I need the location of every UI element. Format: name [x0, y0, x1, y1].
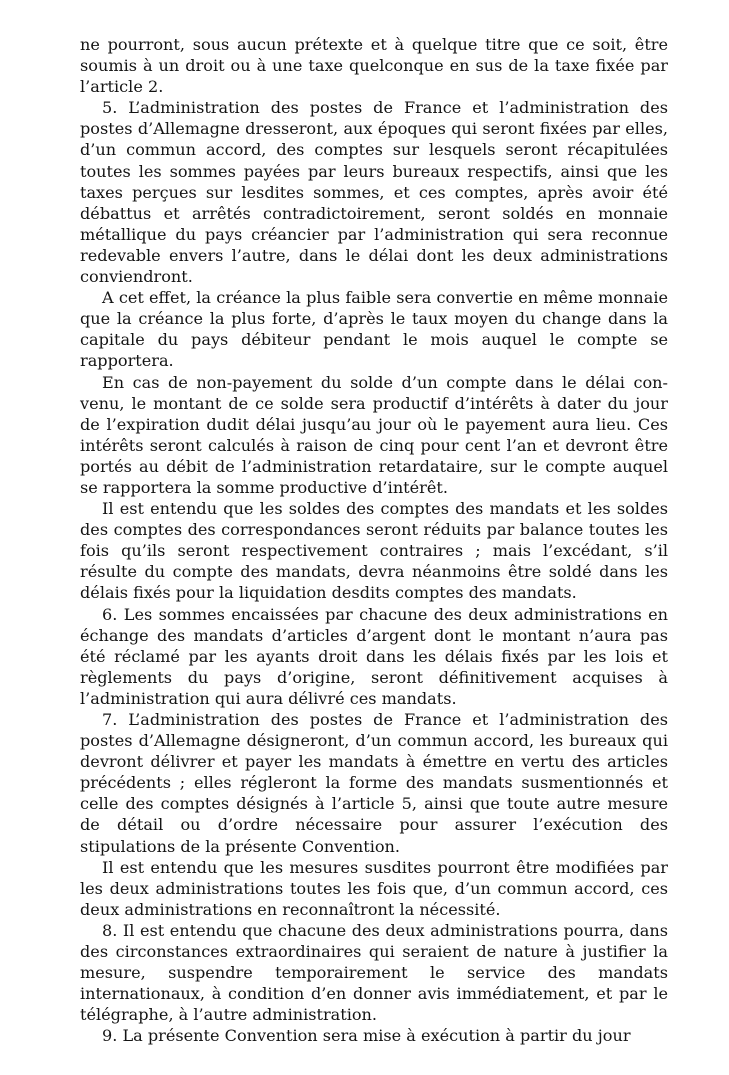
paragraph-conversion: A cet effet, la créance la plus faible sera convertie en même monnaie que la créance la plus forte, d’après le taux moyen du change dans la capitale du pays débiteur pendant le mois auquel le compte se rapportera.: [80, 288, 668, 371]
paragraph-interest: En cas de non-payement du solde d’un compte dans le délai convenu, le montant de ce solde sera productif d’intérêts à dater du jour de l’expiration dudit délai jusqu’au jour où le payement aura lieu. Ces intérêts seront calculés à raison de cinq pour cent l’an et devront être portés au débit de l’administration retardataire, sur le compte auquel se rapportera la somme productive d’intérêt.: [80, 372, 668, 497]
paragraph-article-7: 7. L’administration des postes de France et l’administration des postes d’Allemagne désigneront, d’un commun accord, les bureaux qui devront délivrer et payer les mandats à émettre en vertu des articles précédents ; elles régleront la forme des mandats susmentionnés et celle des comptes désignés à l’article 5, ainsi que toute autre mesure de détail ou d’ordre nécessaire pour assurer l’exécution des stipulations de la présente Convention.: [80, 710, 668, 856]
document-page: [80, 34, 668, 1047]
paragraph-article-9: 9. La présente Convention sera mise à exécution à partir du jour: [102, 1026, 631, 1046]
paragraph-modifications: Il est entendu que les mesures susdites pourront être modifiées par les deux administrations toutes les fois que, d’un commun accord, ces deux administrations en reconnaîtront la nécessité.: [80, 857, 668, 919]
paragraph-article-5: 5. L’administration des postes de France et l’administration des postes d’Allemagne dresseront, aux époques qui seront fixées par elles, d’un commun accord, des comptes sur lesquels seront récapitulées toutes les sommes payées par leurs bureaux respectifs, ainsi que les taxes perçues sur lesdites sommes, et ces comptes, après avoir été débattus et arrêtés contradictoirement, seront soldés en monnaie métallique du pays créancier par l’administration qui sera reconnue redevable envers l’autre, dans le délai dont les deux administrations conviendront.: [80, 98, 668, 287]
paragraph-balances: Il est entendu que les soldes des comptes des mandats et les soldes des comptes des correspondances seront réduits par balance toutes les fois qu’ils seront respectivement contraires ; mais l’excédant, s’il résulte du compte des mandats, devra néanmoins être soldé dans les délais fixés pour la liquidation desdits comptes des mandats.: [80, 499, 668, 603]
paragraph-article-6: 6. Les sommes encaissées par chacune des deux administrations en échange des mandats d’articles d’argent dont le montant n’aura pas été réclamé par les ayants droit dans les délais fixés par les lois et règlements du pays d’origine, seront définitivement acquises à l’administration qui aura délivré ces mandats.: [80, 604, 668, 708]
paragraph-article-8: 8. Il est entendu que chacune des deux administrations pourra, dans des circonstances extraordinaires qui seraient de nature à justifier la mesure, suspendre temporairement le service des mandats internationaux, à condition d’en donner avis immédiatement, et par le télégraphe, à l’autre administration.: [80, 920, 668, 1025]
paragraph-continuation: ne pourront, sous aucun prétexte et à quelque titre que ce soit, être soumis à un droit ou à une taxe quelconque en sus de la taxe fixée par l’article 2.: [80, 35, 668, 97]
